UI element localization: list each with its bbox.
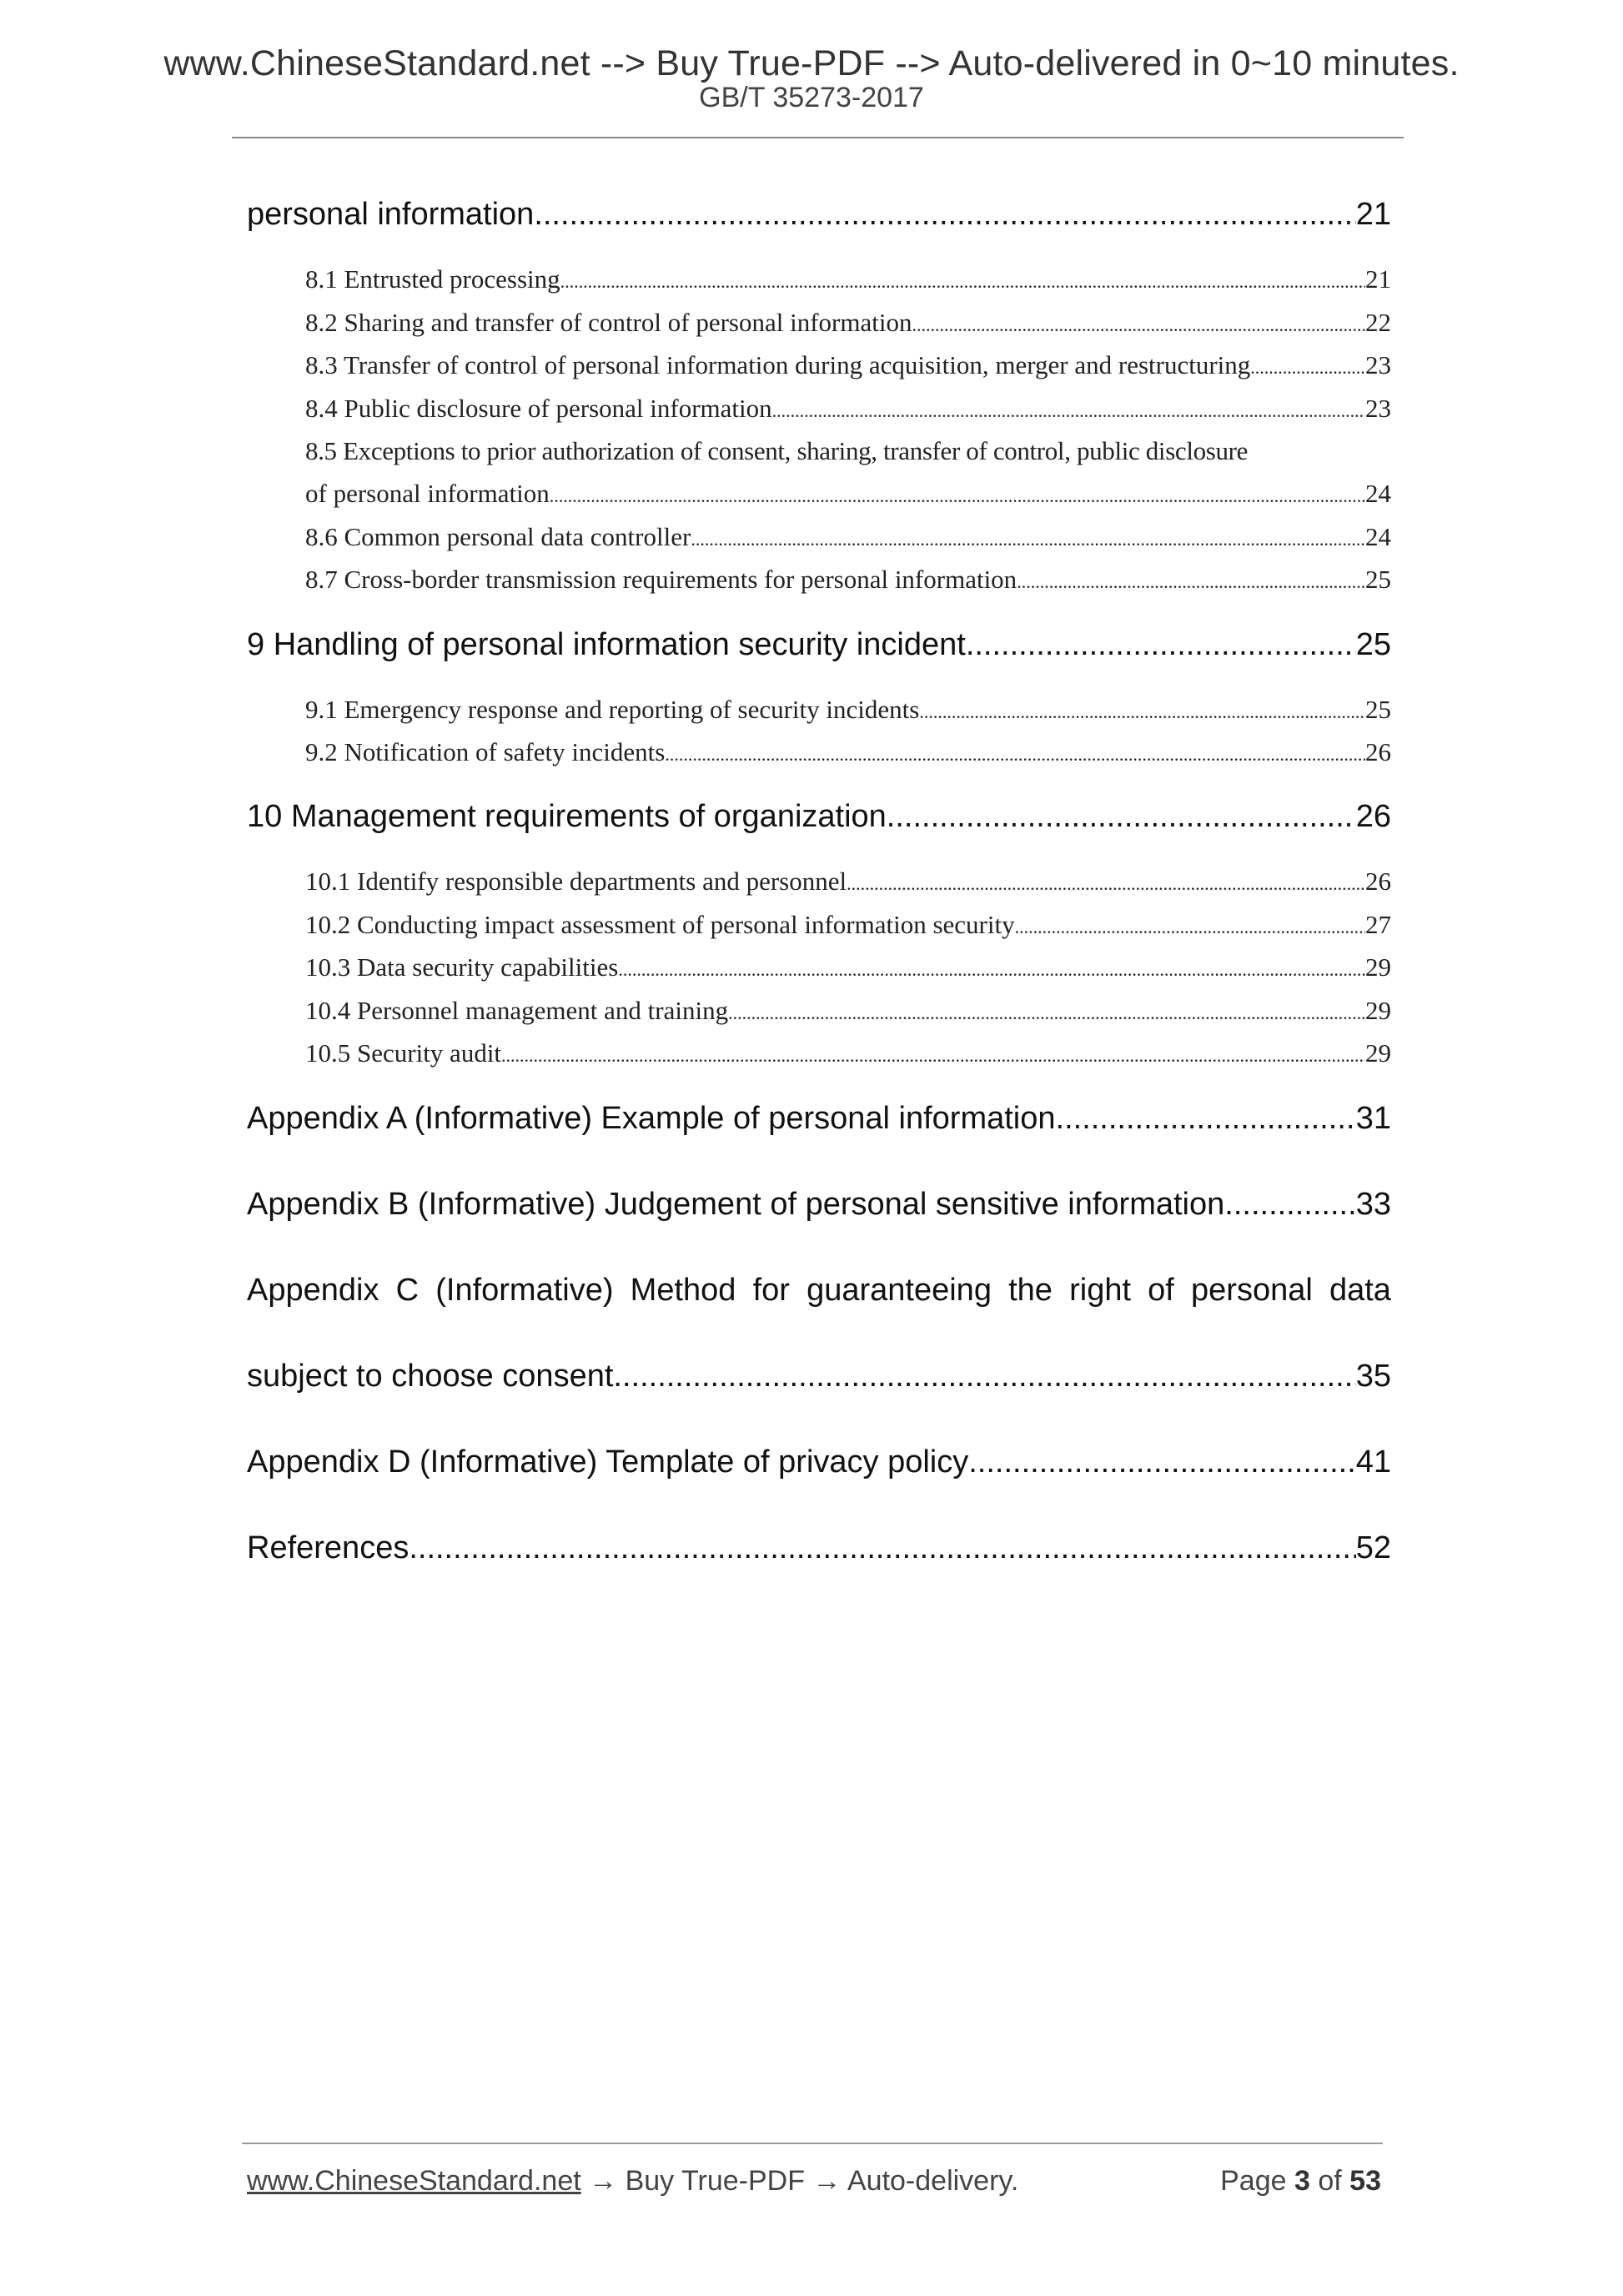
toc-entry-page: 29 [1365,996,1391,1025]
toc-leader-dots [409,1530,1355,1566]
toc-entry[interactable] [305,394,1391,424]
toc-entry-title: 9.1 Emergency response and reporting of security incidents [305,695,920,724]
toc-entry-page: 31 [1355,1101,1391,1136]
top-banner[interactable]: www.ChineseStandard.net --> Buy True-PDF --> Auto-delivered in 0~10 minutes. [163,43,1460,83]
toc-entry-page: 22 [1365,308,1391,337]
footer-promo-text: → Buy True-PDF → Auto-delivery. [580,2165,1019,2197]
toc-entry[interactable] [305,996,1391,1026]
toc-entry-title: 10.3 Data security capabilities [305,952,619,982]
toc-entry-title: of personal information [305,479,550,508]
toc-entry-page: 33 [1355,1187,1391,1222]
toc-entry-title: Appendix B (Informative) Judgement of personal sensitive information [247,1187,1225,1222]
of-label: of [1318,2165,1342,2197]
toc-entry[interactable] [305,952,1391,982]
toc-entry-page: 25 [1365,565,1391,594]
toc-leader-dots [1250,350,1365,380]
toc-entry-page: 24 [1365,479,1391,508]
toc-word: the [1008,1273,1053,1308]
header-divider [232,137,1404,138]
toc-entry-page: 26 [1365,867,1391,896]
toc-leader-dots [691,522,1365,552]
toc-entry[interactable] [305,1038,1391,1068]
page-current: 3 [1294,2165,1310,2197]
toc-word: Appendix [247,1273,379,1308]
toc-leader-dots [618,952,1365,982]
toc-word: for [752,1273,790,1308]
toc-leader-dots [912,308,1365,338]
toc-word: (Informative) [435,1273,614,1308]
toc-leader-dots [613,1359,1355,1394]
toc-leader-dots [887,799,1356,835]
toc-entry-title: subject to choose consent [247,1359,614,1394]
toc-leader-dots [728,996,1365,1026]
toc-entry-title: References [247,1530,410,1565]
toc-entry-title: Appendix D (Informative) Template of privacy policy [247,1444,969,1480]
toc-word: guaranteeing [806,1273,992,1308]
toc-entry-page: 21 [1365,264,1391,294]
toc-leader-dots [1017,565,1365,595]
toc-leader-dots [501,1038,1365,1068]
toc-entry-title: 8.7 Cross-border transmission requirements for personal information [305,565,1018,594]
toc-entry-title: 8.3 Transfer of control of personal information during acquisition, merger and restructuring [305,350,1251,379]
toc-leader-dots [968,1444,1355,1480]
toc-leader-dots [1015,910,1365,940]
toc-entry-title: 8.6 Common personal data controller [305,522,691,551]
toc-leader-dots [665,737,1365,767]
toc-entry[interactable] [247,1444,1391,1480]
toc-word: Method [630,1273,736,1308]
toc-word: right [1069,1273,1132,1308]
footer-divider [242,2143,1383,2144]
toc-entry[interactable] [247,1359,1391,1394]
toc-leader-dots [772,394,1365,424]
toc-word: of [1148,1273,1174,1308]
toc-entry-title: 8.2 Sharing and transfer of control of personal information [305,308,912,337]
toc-entry[interactable] [247,197,1391,233]
toc-entry-title: 9.2 Notification of safety incidents [305,737,666,766]
toc-entry[interactable] [247,1530,1391,1566]
toc-entry-page: 41 [1355,1444,1391,1480]
toc-entry[interactable] [305,264,1391,294]
toc-entry-title-line1[interactable]: 8.5 Exceptions to prior authorization of consent, sharing, transfer of control, public disclosure [305,436,1248,465]
toc-word: data [1329,1273,1391,1308]
toc-entry-page: 27 [1365,910,1391,939]
toc-entry-title: Appendix A (Informative) Example of personal information [247,1101,1056,1136]
toc-entry-title: 10.1 Identify responsible departments and personnel [305,867,847,896]
toc-entry-title-line1[interactable] [247,1273,1391,1309]
toc-entry[interactable] [247,799,1391,835]
toc-word: personal [1191,1273,1313,1308]
page-label: Page [1220,2165,1287,2197]
toc-leader-dots [550,479,1365,509]
toc-entry[interactable] [305,910,1391,940]
toc-entry[interactable] [247,627,1391,663]
toc-entry-title: 9 Handling of personal information security incident [247,627,966,662]
toc-leader-dots [560,264,1365,294]
toc-leader-dots [1224,1187,1355,1223]
toc-entry[interactable] [305,867,1391,897]
toc-entry-page: 25 [1365,695,1391,724]
page-number [1220,2165,1381,2198]
toc-entry-page: 23 [1365,350,1391,379]
toc-entry-page: 26 [1365,737,1391,766]
toc-entry[interactable] [305,350,1391,380]
toc-entry-page: 26 [1355,799,1391,834]
toc-entry[interactable] [247,1101,1391,1137]
toc-entry-page: 29 [1365,952,1391,982]
toc-leader-dots [919,695,1365,725]
toc-entry-title: personal information [247,197,535,232]
toc-entry[interactable] [305,565,1391,595]
toc-entry-title: 10.4 Personnel management and training [305,996,729,1025]
footer-site-link[interactable]: www.ChineseStandard.net [247,2165,581,2197]
footer-promo [247,2165,1018,2198]
toc-leader-dots [847,867,1365,897]
toc-entry-title: 8.1 Entrusted processing [305,264,560,294]
toc-leader-dots [966,627,1356,663]
toc-word: C [395,1273,420,1308]
toc-entry-page: 29 [1365,1038,1391,1068]
page-total: 53 [1349,2165,1381,2197]
toc-leader-dots [534,197,1355,233]
toc-entry-title: 10.5 Security audit [305,1038,502,1068]
toc-leader-dots [1056,1101,1356,1137]
toc-entry[interactable] [305,522,1391,552]
toc-entry[interactable] [305,308,1391,338]
toc-entry-page: 21 [1355,197,1391,232]
toc-entry-page: 24 [1365,522,1391,551]
toc-entry[interactable] [305,737,1391,767]
toc-entry-page: 35 [1355,1359,1391,1394]
toc-entry-title: 10 Management requirements of organization [247,799,887,834]
toc-entry[interactable] [247,1187,1391,1223]
toc-entry-page: 25 [1355,627,1391,662]
toc-entry-title: 10.2 Conducting impact assessment of personal information security [305,910,1015,939]
toc-entry[interactable] [305,479,1391,509]
toc-entry[interactable] [305,695,1391,725]
standard-code: GB/T 35273-2017 [699,82,924,113]
toc-entry-title: 8.4 Public disclosure of personal information [305,394,772,423]
toc-entry-page: 23 [1365,394,1391,423]
toc-entry-page: 52 [1355,1530,1391,1565]
